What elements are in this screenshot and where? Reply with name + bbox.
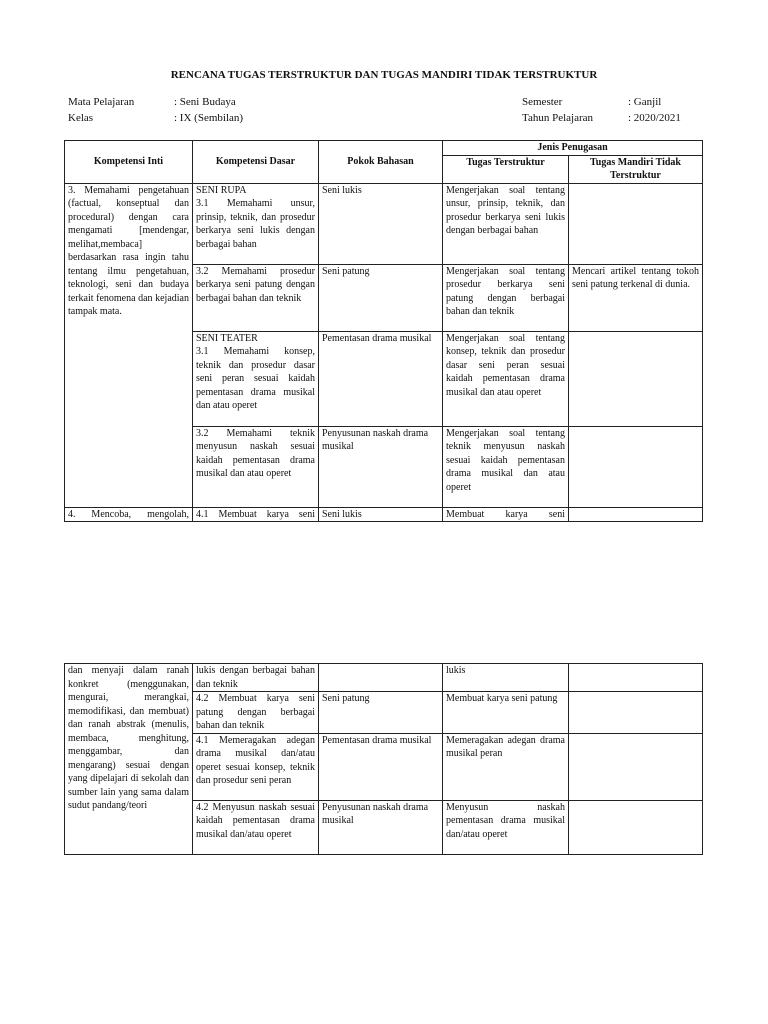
meta-row-class <box>68 110 243 126</box>
kd-cell: 3.2 Memahami teknik menyusun naskah sesuai kaidah pementasan drama musikal dan atau operet <box>193 426 319 507</box>
meta-label: Kelas <box>68 112 94 124</box>
mandiri-cell <box>569 692 703 734</box>
header-pokok: Pokok Bahasan <box>319 141 443 184</box>
terstruktur-cell: Memeragakan adegan drama musikal peran <box>443 733 569 800</box>
table-row <box>65 664 703 692</box>
ki-cell: 4. Mencoba, mengolah, <box>65 507 193 522</box>
kd-cell: lukis dengan berbagai bahan dan teknik <box>193 664 319 692</box>
terstruktur-cell: Membuat karya seni <box>443 507 569 522</box>
pokok-cell: Pementasan drama musikal <box>319 331 443 426</box>
pokok-cell: Seni lukis <box>319 183 443 264</box>
header-ki: Kompetensi Inti <box>65 141 193 184</box>
assignment-table-page-1 <box>64 140 703 522</box>
mandiri-cell <box>569 507 703 522</box>
kd-cell <box>193 183 319 264</box>
header-kd: Kompetensi Dasar <box>193 141 319 184</box>
pokok-cell: Penyusunan naskah drama musikal <box>319 800 443 854</box>
pokok-cell: Pementasan drama musikal <box>319 733 443 800</box>
meta-value: : IX (Sembilan) <box>174 112 244 124</box>
table-row <box>65 507 703 522</box>
meta-row-subject <box>68 94 243 110</box>
kd-section-heading: SENI RUPA <box>196 184 247 196</box>
document-title: RENCANA TUGAS TERSTRUKTUR DAN TUGAS MANDIRI TIDAK TERSTRUKTUR <box>170 69 598 81</box>
kd-cell: 4.2 Menyusun naskah sesuai kaidah pementasan drama musikal dan/atau operet <box>193 800 319 854</box>
meta-label: Mata Pelajaran <box>68 96 135 108</box>
terstruktur-cell: Menyusun naskah pementasan drama musikal dan/atau operet <box>443 800 569 854</box>
pokok-cell: Penyusunan naskah drama musikal <box>319 426 443 507</box>
kd-cell: 3.2 Memahami prosedur berkarya seni patung dengan berbagai bahan dan teknik <box>193 264 319 331</box>
pokok-cell: Seni patung <box>319 264 443 331</box>
meta-row-year <box>522 110 681 126</box>
table-row <box>65 183 703 264</box>
meta-value: : 2020/2021 <box>628 112 681 124</box>
mandiri-cell <box>569 331 703 426</box>
kd-section-heading: SENI TEATER <box>196 332 258 344</box>
terstruktur-cell: Membuat karya seni patung <box>443 692 569 734</box>
mandiri-cell <box>569 664 703 692</box>
meta-label: Semester <box>522 96 563 108</box>
ki-cell: dan menyaji dalam ranah konkret (menggunakan, mengurai, merangkai, memodifikasi, dan membuat) dan ranah abstrak (menulis, membaca, menghitung, menggambar, dan mengarang) sesuai dengan yang dipelajari di sekolah dan sumber lain yang sama dalam sudut pandang/teori <box>65 664 193 855</box>
kd-cell: 4.1 Memeragakan adegan drama musikal dan/atau operet sesuai konsep, teknik dan prosedur seni peran <box>193 733 319 800</box>
mandiri-cell <box>569 800 703 854</box>
kd-cell: 4.2 Membuat karya seni patung dengan berbagai bahan dan teknik <box>193 692 319 734</box>
meta-value: : Ganjil <box>628 96 662 108</box>
meta-right <box>522 94 681 126</box>
mandiri-cell <box>569 183 703 264</box>
meta-row-semester <box>522 94 681 110</box>
assignment-table-page-2 <box>64 663 703 855</box>
kd-text: 3.1 Memahami unsur, prinsip, teknik, dan prosedur berkarya seni lukis dengan berbagai bahan <box>196 198 315 250</box>
mandiri-cell: Mencari artikel tentang tokoh seni patung terkenal di dunia. <box>569 264 703 331</box>
pokok-cell <box>319 664 443 692</box>
mandiri-cell <box>569 733 703 800</box>
header-jenis: Jenis Penugasan <box>443 141 703 156</box>
kd-cell: 4.1 Membuat karya seni <box>193 507 319 522</box>
terstruktur-cell: lukis <box>443 664 569 692</box>
kd-text: 3.1 Memahami konsep, teknik dan prosedur dasar seni peran sesuai kaidah pementasan drama musikal dan atau operet <box>196 346 315 411</box>
meta-left <box>68 94 243 126</box>
meta-label: Tahun Pelajaran <box>522 112 594 124</box>
mandiri-cell <box>569 426 703 507</box>
header-row <box>65 141 703 156</box>
kd-cell <box>193 331 319 426</box>
terstruktur-cell: Mengerjakan soal tentang unsur, prinsip, teknik, dan prosedur berkarya seni lukis dengan berbagai bahan <box>443 183 569 264</box>
pokok-cell: Seni patung <box>319 692 443 734</box>
header-terstruktur: Tugas Terstruktur <box>443 155 569 183</box>
header-mandiri: Tugas Mandiri Tidak Terstruktur <box>569 155 703 183</box>
terstruktur-cell: Mengerjakan soal tentang prosedur berkarya seni patung dengan berbagai bahan dan teknik <box>443 264 569 331</box>
terstruktur-cell: Mengerjakan soal tentang konsep, teknik dan prosedur dasar seni peran sesuai kaidah pementasan drama musikal dan atau operet <box>443 331 569 426</box>
pokok-cell: Seni lukis <box>319 507 443 522</box>
meta-value: : Seni Budaya <box>174 96 236 108</box>
terstruktur-cell: Mengerjakan soal tentang teknik menyusun naskah sesuai kaidah pementasan drama musikal dan atau operet <box>443 426 569 507</box>
ki-cell: 3. Memahami pengetahuan (factual, konseptual dan procedural) dengan cara mengamati [mendengar, melihat,membaca] berdasarkan rasa ingin tahu tentang ilmu pengetahuan, teknologi, seni dan budaya terkait fenomena dan kejadian tampak mata. <box>65 183 193 507</box>
